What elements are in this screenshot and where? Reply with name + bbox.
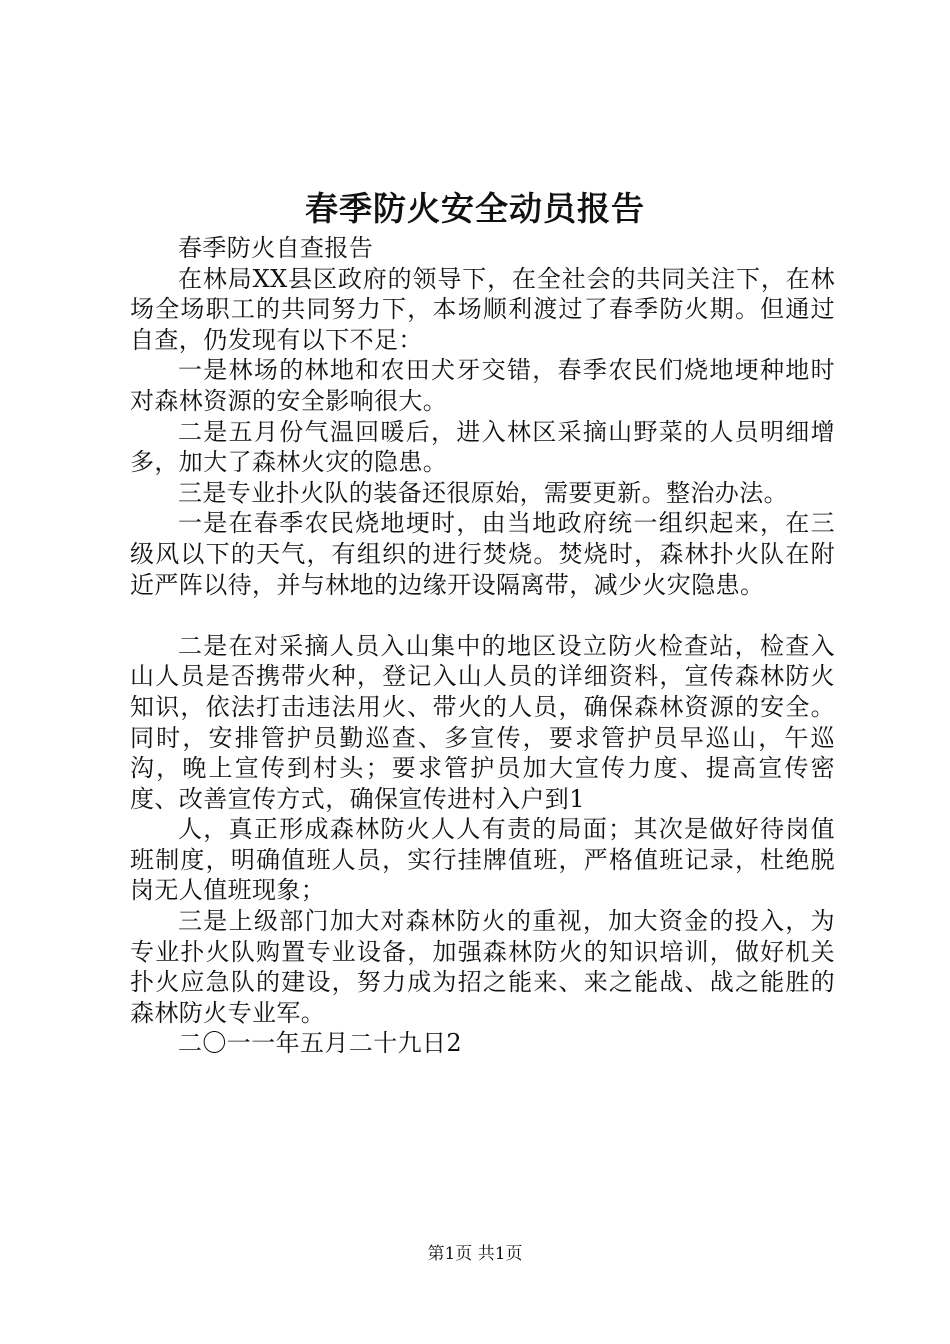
paragraph: 二是在对采摘人员入山集中的地区设立防火检查站，检查入山人员是否携带火种，登记入山人员的详细资料，宣传森林防火知识，依法打击违法用火、带火的人员，确保森林资源的安全。同时，安排管护员勤巡查、多宣传，要求管护员早巡山，午巡沟，晚上宣传到村头；要求管护员加大宣传力度、提高宣传密度、改善宣传方式，确保宣传进村入户到1 — [130, 631, 835, 813]
paragraph: 春季防火自查报告 — [178, 234, 374, 262]
paragraph: 一是在春季农民烧地埂时，由当地政府统一组织起来，在三级风以下的天气，有组织的进行焚烧。焚烧时，森林扑火队在附近严阵以待，并与林地的边缘开设隔离带，减少火灾隐患。 — [130, 509, 835, 599]
paragraph: 三是上级部门加大对森林防火的重视，加大资金的投入，为专业扑火队购置专业设备，加强森林防火的知识培训，做好机关扑火应急队的建设，努力成为招之能来、来之能战、战之能胜的森林防火专业军。 — [130, 907, 835, 1027]
page-footer: 第1页 共1页 — [427, 1244, 523, 1264]
paragraph: 人，真正形成森林防火人人有责的局面；其次是做好待岗值班制度，明确值班人员，实行挂牌值班，严格值班记录，杜绝脱岗无人值班现象； — [130, 815, 835, 905]
document-title: 春季防火安全动员报告 — [305, 189, 645, 228]
paragraph: 一是林场的林地和农田犬牙交错，春季农民们烧地埂种地时对森林资源的安全影响很大。 — [130, 356, 835, 415]
paragraph: 二是五月份气温回暖后，进入林区采摘山野菜的人员明细增多，加大了森林火灾的隐患。 — [130, 417, 835, 477]
paragraph: 在林局XX县区政府的领导下，在全社会的共同关注下，在林场全场职工的共同努力下，本场顺利渡过了春季防火期。但通过自查，仍发现有以下不足： — [130, 264, 835, 354]
paragraph: 三是专业扑火队的装备还很原始，需要更新。整治办法。 — [178, 478, 788, 507]
date-line: 二〇一一年五月二十九日2 — [178, 1029, 463, 1058]
document-body — [130, 233, 835, 1059]
